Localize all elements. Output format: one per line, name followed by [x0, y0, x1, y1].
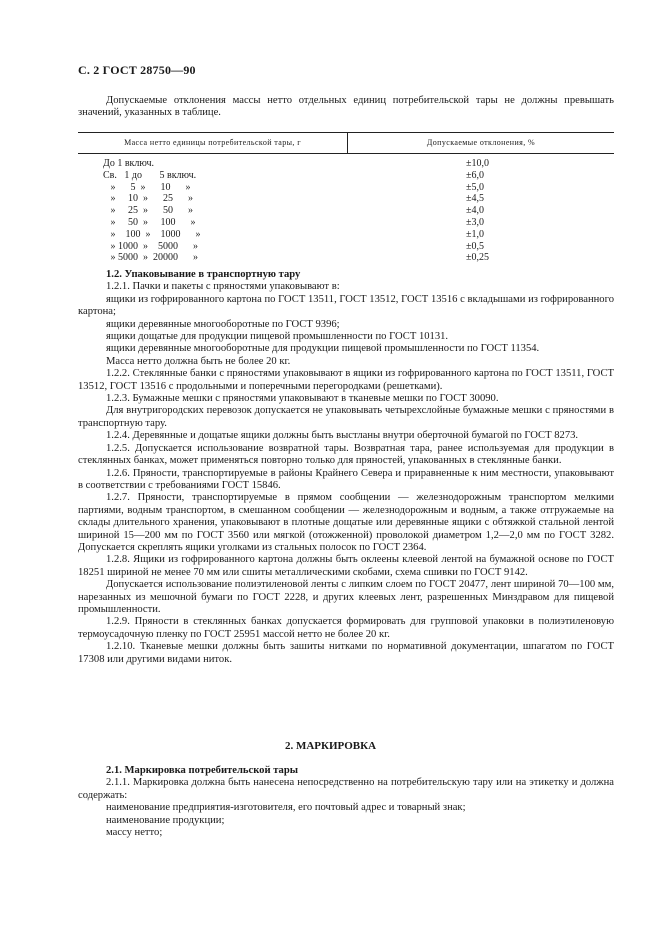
table-row [0, 205, 661, 217]
table-row [0, 217, 661, 229]
paragraph-1-2-7: 1.2.7. Пряности, транспортируемые в прямом сообщении — железнодорожным транспортом мелкими партиями, водным транспортом, в смешанном сообщении — железнодорожным и водным, а также отгружаемые на склады длительного хранения, упаковывают в плотные дощатые или деревянные ящики с обтяжкой стальной лентой шириной 15—200 мм по ГОСТ 3560 или мягкой (отожженной) проволокой диаметром 1,2—2,0 мм по ГОСТ 3282. Допускается скреплять ящики уголками из стальных полосок по ГОСТ 2364. [78, 492, 614, 553]
paragraph-1-2-3: 1.2.3. Бумажные мешки с пряностями упаковывают в тканевые мешки по ГОСТ 30090. [106, 393, 499, 405]
deviation-cell: ±4,5 [466, 193, 484, 205]
deviation-cell: ±10,0 [466, 158, 489, 169]
mass-cell: » 50 » 100 » [103, 216, 196, 228]
paragraph-1-2-1-item-b: ящики деревянные многооборотные по ГОСТ 9396; [106, 318, 340, 330]
mass-cell: » 25 » 50 » [103, 205, 193, 217]
paragraph-1-2-6: 1.2.6. Пряности, транспортируемые в районы Крайнего Севера и приравненные к ним местности, упаковывают в соответствии с требованиями ГОСТ 15846. [78, 467, 614, 491]
table-header-deviation: Допускаемые отклонения, % [426, 138, 536, 147]
paragraph-1-2-10: 1.2.10. Тканевые мешки должны быть зашиты нитками по нормативной документации, шпагатом по ГОСТ 17308 или другими видами ниток. [78, 641, 614, 665]
section-1-2-body [78, 269, 614, 666]
table-row [0, 158, 661, 170]
deviation-cell: ±3,0 [466, 216, 484, 228]
paragraph-1-2-1: 1.2.1. Пачки и пакеты с пряностями упаковывают в: [106, 281, 340, 293]
table-row [0, 170, 661, 182]
section-2-1-heading: 2.1. Маркировка потребительской тары [106, 765, 299, 776]
table-row [0, 241, 661, 253]
paragraph-1-2-1-item-d: ящики деревянные многооборотные для продукции пищевой промышленности по ГОСТ 11354. [106, 343, 540, 355]
paragraph-2-1-1-item-c: массу нетто; [106, 827, 163, 839]
mass-cell: » 1000 » 5000 » [103, 240, 198, 252]
mass-cell: » 10 » 25 » [103, 193, 193, 205]
table-row [0, 182, 661, 194]
paragraph-1-2-4: 1.2.4. Деревянные и дощатые ящики должны быть выстланы внутри оберточной бумагой по ГОСТ 8273. [106, 430, 579, 442]
paragraph-1-2-1-item-a: ящики из гофрированного картона по ГОСТ 13511, ГОСТ 13512, ГОСТ 13516 с вкладышами из гофрированного картона; [78, 293, 614, 318]
table-body [0, 158, 661, 264]
deviation-cell: ±0,5 [466, 240, 484, 252]
mass-cell: До 1 включ. [103, 158, 155, 169]
deviation-cell: ±0,25 [466, 252, 489, 264]
deviation-cell: ±6,0 [466, 169, 484, 181]
deviation-cell: ±1,0 [466, 228, 484, 240]
mass-cell: » 5 » 10 » [103, 181, 191, 193]
paragraph-1-2-1-item-c: ящики дощатые для продукции пищевой промышленности по ГОСТ 10131. [106, 331, 449, 343]
table-row [0, 252, 661, 264]
paragraph-2-1-1-item-a: наименование предприятия-изготовителя, его почтовый адрес и товарный знак; [106, 802, 466, 814]
section-2-title: 2. МАРКИРОВКА [284, 740, 377, 752]
table-row [0, 193, 661, 205]
mass-cell: » 100 » 1000 » [103, 228, 201, 240]
paragraph-2-1-1-item-b: наименование продукции; [106, 814, 225, 826]
paragraph-1-2-8-note: Допускается использование полиэтиленовой ленты с липким слоем по ГОСТ 20477, лент шириной 70—100 мм, нарезанных из мешочной бумаги по ГОСТ 2228, и других клеевых лент, разрешенных Минздравом для пищевой промышленности. [78, 579, 614, 615]
deviation-cell: ±5,0 [466, 181, 484, 193]
paragraph-1-2-3-note: Для внутригородских перевозок допускается не упаковывать четырехслойные бумажные мешки с пряностями в транспортную тару. [78, 405, 614, 429]
section-1-2-heading: 1.2. Упаковывание в транспортную тару [106, 269, 301, 280]
mass-cell: » 5000 » 20000 » [103, 252, 198, 264]
deviation-cell: ±4,0 [466, 205, 484, 217]
table-row [0, 229, 661, 241]
section-2-1-body [78, 765, 614, 839]
mass-cell: Св. 1 до 5 включ. [103, 169, 197, 181]
paragraph-1-2-5: 1.2.5. Допускается использование возвратной тары. Возвратная тара, ранее используемая для продукции в стеклянных банках, может применяться повторно только для пряностей, упакованных в стеклянные банки. [78, 442, 614, 467]
paragraph-1-2-8: 1.2.8. Ящики из гофрированного картона должны быть оклеены клеевой лентой на бумажной основе по ГОСТ 18251 шириной не менее 70 мм или сшиты металлическими скобами, схема сшивки по ГОСТ 9142. [78, 554, 614, 578]
page-header: С. 2 ГОСТ 28750—90 [78, 63, 196, 77]
paragraph-1-2-9: 1.2.9. Пряности в стеклянных банках допускается формировать для групповой упаковки в полиэтиленовую термоусадочную пленку по ГОСТ 25951 массой нетто не более 20 кг. [78, 616, 614, 640]
table-header-mass: Масса нетто единицы потребительской тары, г [124, 138, 301, 147]
paragraph-1-2-2: 1.2.2. Стеклянные банки с пряностями упаковывают в ящики из гофрированного картона по ГОСТ 13511, ГОСТ 13512, ГОСТ 13516 с продольными и поперечными перегородками (решетками). [78, 368, 614, 392]
table-top-rule [78, 132, 614, 133]
intro-paragraph: Допускаемые отклонения массы нетто отдельных единиц потребительской тары не должны превышать значений, указанных в таблице. [78, 95, 614, 119]
paragraph-1-2-1-mass: Масса нетто должна быть не более 20 кг. [106, 355, 291, 367]
table-header-rule [78, 153, 614, 154]
paragraph-2-1-1: 2.1.1. Маркировка должна быть нанесена непосредственно на потребительскую тару или на этикетку и должна содержать: [78, 777, 614, 801]
